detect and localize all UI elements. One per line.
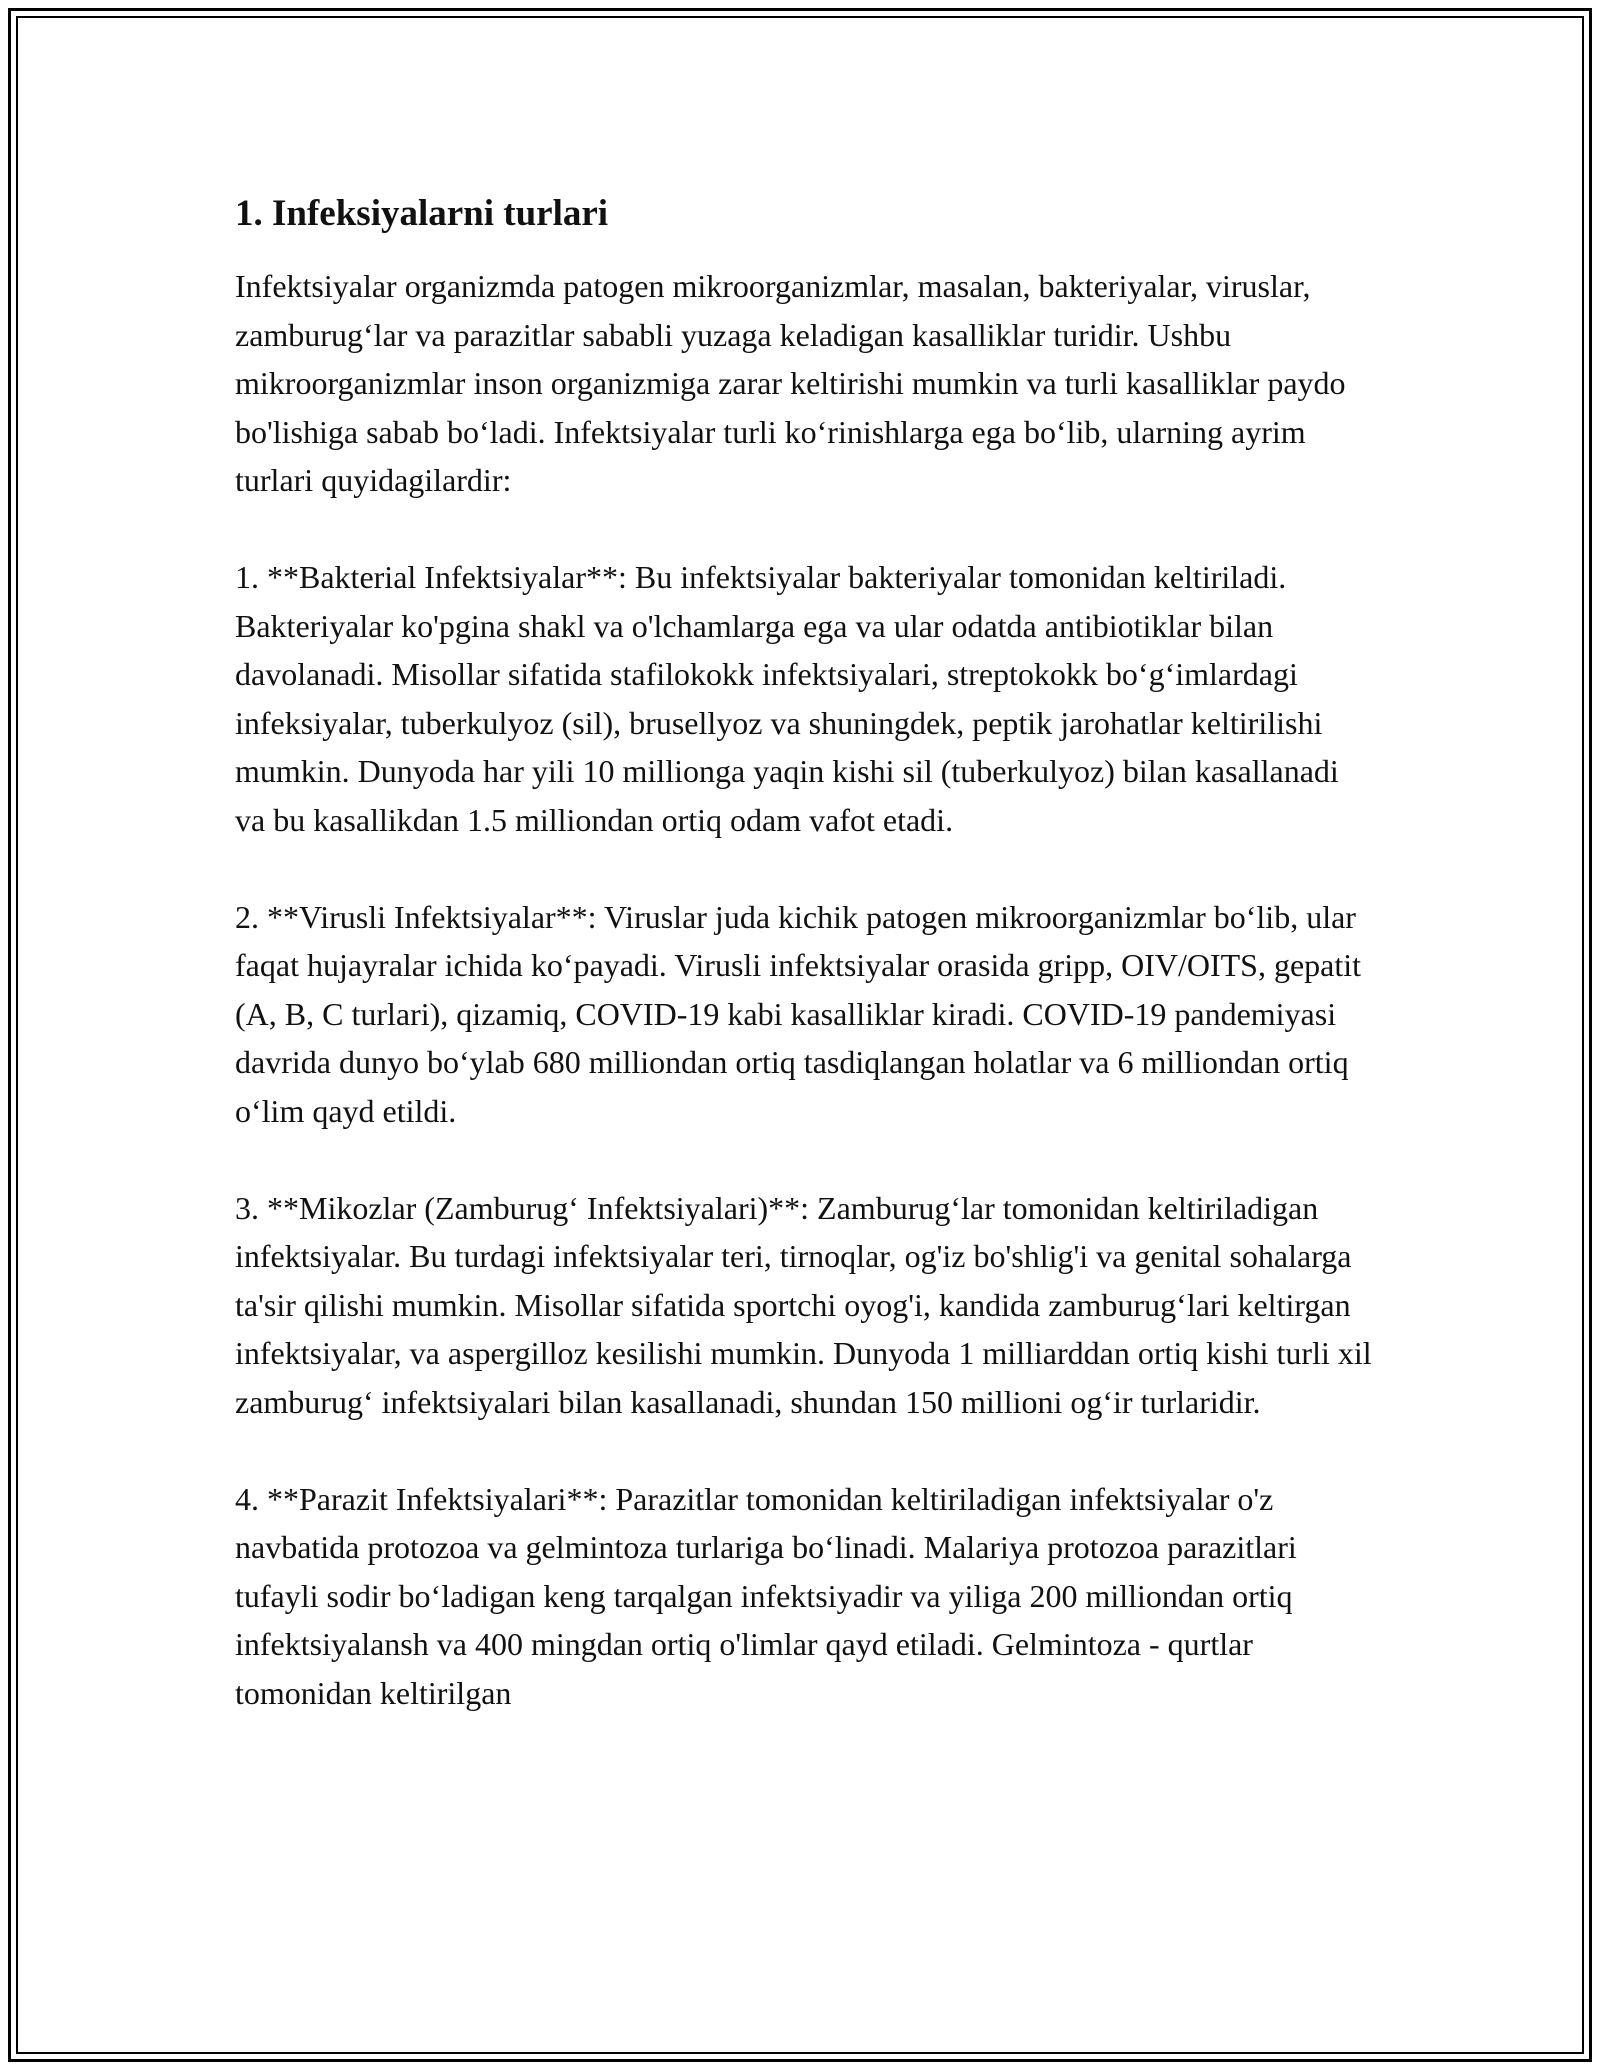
bacterial-paragraph: 1. **Bakterial Infektsiyalar**: Bu infektsiyalar bakteriyalar tomonidan keltiriladi. Bakteriyalar ko'pgina shakl va o'lchamlarga ega va ular odatda antibiotiklar bilan davolanadi. Misollar sifatida stafilokokk infektsiyalari, streptokokk bo‘g‘imlardagi infeksiyalar, tuberkulyoz (sil), brusellyoz va shuningdek, peptik jarohatlar keltirilishi mumkin. Dunyoda har yili 10 millionga yaqin kishi sil (tuberkulyoz) bilan kasallanadi va bu kasallikdan 1.5 milliondan ortiq odam vafot etadi. bbox=[235, 559, 1339, 838]
parasitic-paragraph: 4. **Parazit Infektsiyalari**: Parazitlar tomonidan keltiriladigan infektsiyalar o'z navbatida protozoa va gelmintoza turlariga bo‘linadi. Malariya protozoa parazitlari tufayli sodir bo‘ladigan keng tarqalgan infektsiyadir va yiliga 200 milliondan ortiq infektsiyalansh va 400 mingdan ortiq o'limlar qayd etiladi. Gelmintoza - qurtlar tomonidan keltirilgan bbox=[235, 1480, 1297, 1711]
intro-paragraph: Infektsiyalar organizmda patogen mikroorganizmlar, masalan, bakteriyalar, viruslar, zamburug‘lar va parazitlar sababli yuzaga keladigan kasalliklar turidir. Ushbu mikroorganizmlar inson organizmiga zarar keltirishi mumkin va turli kasalliklar paydo bo'lishiga sabab bo‘ladi. Infektsiyalar turli ko‘rinishlarga ega bo‘lib, ularning ayrim turlari quyidagilardir: bbox=[235, 268, 1346, 498]
viral-paragraph: 2. **Virusli Infektsiyalar**: Viruslar juda kichik patogen mikroorganizmlar bo‘lib, ular faqat hujayralar ichida ko‘payadi. Virusli infektsiyalar orasida gripp, OIV/OITS, gepatit (A, B, C turlari), qizamiq, COVID-19 kabi kasalliklar kiradi. COVID-19 pandemiyasi davrida dunyo bo‘ylab 680 milliondan ortiq tasdiqlangan holatlar va 6 milliondan ortiq o‘lim qayd etildi. bbox=[235, 898, 1362, 1129]
section-heading: 1. Infeksiyalarni turlari bbox=[235, 193, 609, 234]
fungal-paragraph: 3. **Mikozlar (Zamburug‘ Infektsiyalari)**: Zamburug‘lar tomonidan keltiriladigan infektsiyalar. Bu turdagi infektsiyalar teri, tirnoqlar, og'iz bo'shlig'i va genital sohalarga ta'sir qilishi mumkin. Misollar sifatida sportchi oyog'i, kandida zamburug‘lari keltirgan infektsiyalar, va aspergilloz kesilishi mumkin. Dunyoda 1 milliarddan ortiq kishi turli xil zamburug‘ infektsiyalari bilan kasallanadi, shundan 150 millioni og‘ir turlaridir. bbox=[235, 1189, 1372, 1420]
document-body bbox=[235, 190, 1375, 1717]
